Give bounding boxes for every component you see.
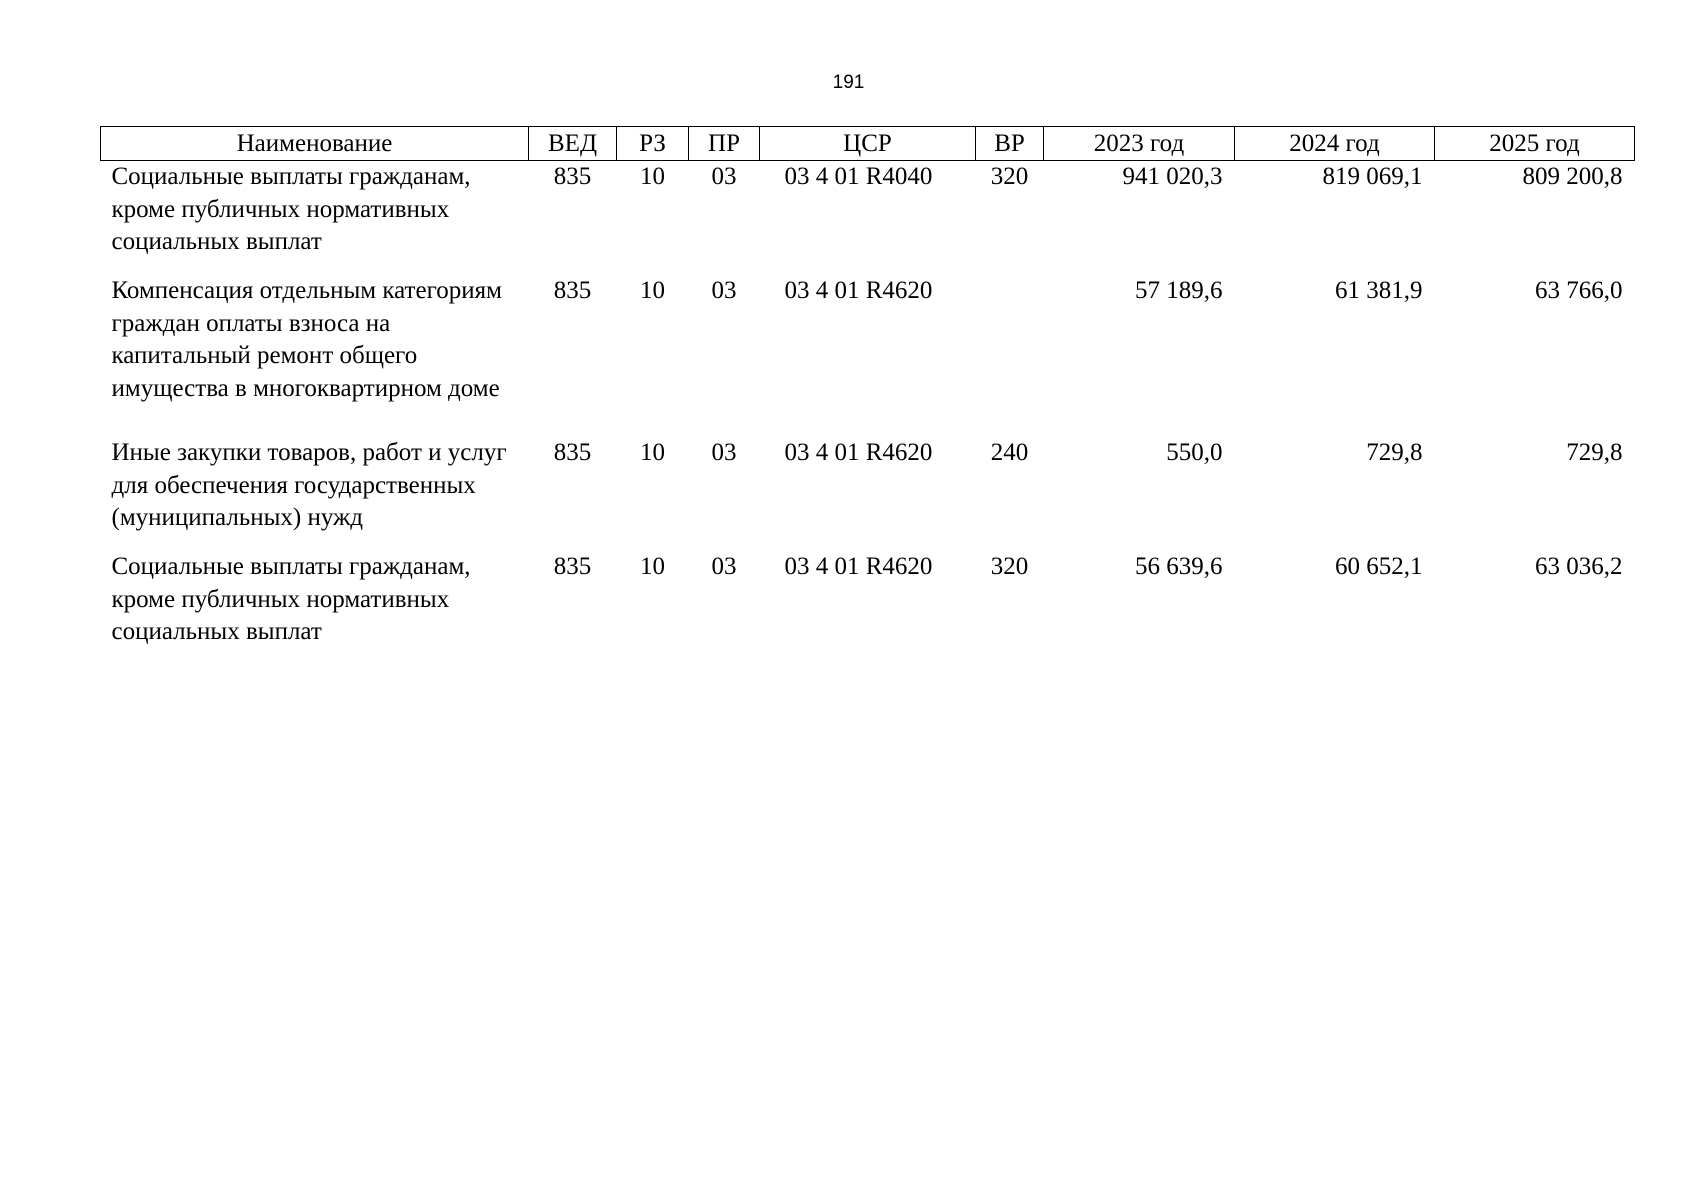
header-2024: 2024 год [1235,127,1435,161]
table-header [101,127,1635,161]
cell-ved: 835 [553,439,592,466]
header-pr: ПР [689,127,760,161]
cell-2023: 550,0 [1166,439,1223,466]
cell-2023: 941 020,3 [1122,163,1223,190]
cell-2023: 56 639,6 [1135,553,1223,580]
cell-rz: 10 [640,277,665,304]
header-rz: РЗ [617,127,689,161]
cell-csr: 03 4 01 R4620 [784,277,933,304]
table-row [101,551,1635,651]
cell-ved: 835 [553,277,592,304]
cell-name: Социальные выплаты гражданам, кроме публичных нормативных социальных выплат [111,163,471,255]
cell-2025: 809 200,8 [1522,163,1623,190]
header-ved: ВЕД [529,127,617,161]
header-2025: 2025 год [1435,127,1635,161]
page-number: 191 [832,72,865,93]
cell-pr: 03 [711,553,737,580]
cell-2025: 729,8 [1566,439,1623,466]
table-row [101,275,1635,437]
cell-2024: 819 069,1 [1322,163,1423,190]
cell-ved: 835 [553,163,592,190]
cell-name: Компенсация отдельным категориям граждан оплаты взноса на капитальный ремонт общего имущества в многоквартирном доме [111,277,502,402]
cell-2025: 63 036,2 [1535,553,1623,580]
cell-pr: 03 [711,277,737,304]
table-row [101,437,1635,551]
header-csr: ЦСР [760,127,976,161]
cell-ved: 835 [553,553,592,580]
cell-rz: 10 [640,439,665,466]
cell-2024: 729,8 [1366,439,1423,466]
cell-vr: 320 [990,163,1029,190]
cell-rz: 10 [640,553,665,580]
header-row [101,127,1635,161]
cell-csr: 03 4 01 R4040 [784,163,933,190]
header-vr: ВР [976,127,1044,161]
table-body [101,161,1635,652]
header-2023: 2023 год [1044,127,1235,161]
table-row [101,161,1635,276]
cell-2025: 63 766,0 [1535,277,1623,304]
cell-pr: 03 [711,163,737,190]
cell-rz: 10 [640,163,665,190]
budget-table [100,126,1635,651]
cell-name: Иные закупки товаров, работ и услуг для обеспечения государственных (муниципальных) нужд [111,439,507,531]
cell-name: Социальные выплаты гражданам, кроме публичных нормативных социальных выплат [111,553,471,645]
cell-vr: 240 [990,439,1029,466]
cell-csr: 03 4 01 R4620 [784,439,933,466]
header-name: Наименование [101,127,529,161]
cell-vr [976,275,1044,437]
cell-csr: 03 4 01 R4620 [784,553,933,580]
cell-vr: 320 [990,553,1029,580]
cell-2024: 61 381,9 [1335,277,1423,304]
cell-pr: 03 [711,439,737,466]
cell-2024: 60 652,1 [1335,553,1423,580]
cell-2023: 57 189,6 [1135,277,1223,304]
